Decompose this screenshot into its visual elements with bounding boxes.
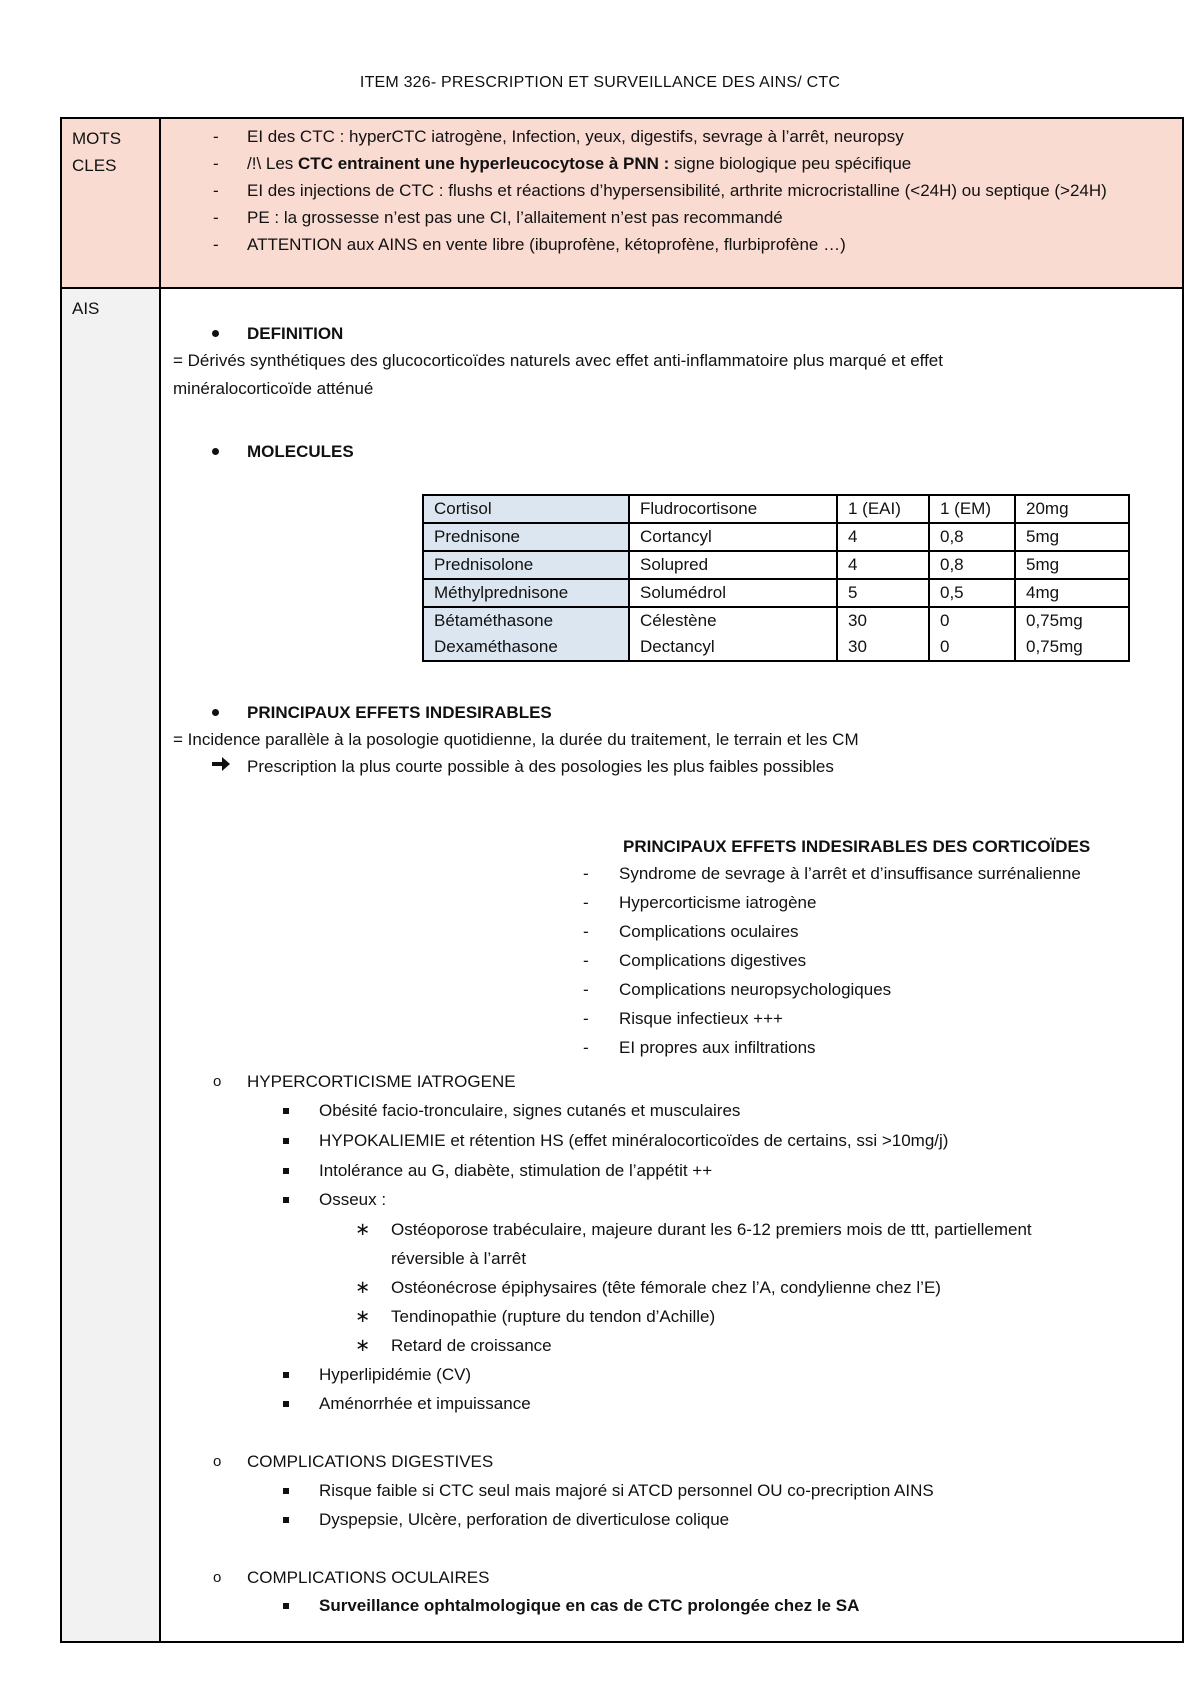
ais-label-cell — [61, 288, 160, 1642]
arrow-right-icon — [211, 754, 231, 774]
square-bullet-icon — [283, 1517, 289, 1523]
list-item: Complications digestives — [619, 951, 807, 970]
definition-line: = Dérivés synthétiques des glucocorticoïdes naturels avec effet anti-inflammatoire plus marqué et effet — [173, 351, 943, 370]
table-cell: Dexaméthasone — [423, 634, 629, 661]
list-item: Hyperlipidémie (CV) — [319, 1365, 472, 1384]
table-cell: 1 (EAI) — [837, 495, 929, 523]
list-item: Tendinopathie (rupture du tendon d’Achille) — [391, 1307, 716, 1326]
table-cell: Prednisolone — [423, 551, 629, 579]
table-cell: 5mg — [1015, 523, 1129, 551]
keywords-label-cell — [61, 118, 160, 288]
oculaires-heading: COMPLICATIONS OCULAIRES — [247, 1568, 490, 1587]
square-bullet-icon — [283, 1197, 289, 1203]
list-item: Complications neuropsychologiques — [619, 980, 892, 999]
effects-heading: PRINCIPAUX EFFETS INDESIRABLES — [247, 703, 552, 722]
star-bullet-icon: ∗ — [355, 1306, 371, 1326]
table-row — [423, 634, 1129, 661]
circle-bullet-icon: o — [213, 1073, 222, 1090]
keywords-row — [61, 118, 1183, 288]
table-cell: 5 — [837, 579, 929, 607]
table-row — [423, 495, 1129, 523]
keyword-item: - PE : la grossesse n’est pas une CI, l’allaitement n’est pas recommandé — [161, 204, 1182, 231]
table-cell: 0 — [929, 607, 1015, 634]
list-item: Ostéonécrose épiphysaires (tête fémorale chez l’A, condylienne chez l’E) — [391, 1278, 941, 1297]
table-cell: 0,8 — [929, 551, 1015, 579]
table-cell: Fludrocortisone — [629, 495, 837, 523]
keyword-item: - EI des injections de CTC : flushs et réactions d’hypersensibilité, arthrite microcristalline (<24H) ou septique (>24H) — [161, 177, 1182, 204]
hypercorticisme-heading: HYPERCORTICISME IATROGENE — [247, 1072, 516, 1091]
list-item: Osseux : — [319, 1190, 387, 1209]
table-cell: Célestène — [629, 607, 837, 634]
keyword-item: - ATTENTION aux AINS en vente libre (ibuprofène, kétoprofène, flurbiprofène …) — [161, 231, 1182, 258]
table-row — [423, 579, 1129, 607]
main-table — [60, 117, 1184, 1643]
effects-arrow-line: Prescription la plus courte possible à des posologies les plus faibles possibles — [247, 757, 834, 776]
list-item: Risque infectieux +++ — [619, 1009, 783, 1028]
square-bullet-icon — [283, 1488, 289, 1494]
definition-heading: DEFINITION — [247, 324, 344, 343]
square-bullet-icon — [283, 1401, 289, 1407]
square-bullet-icon — [283, 1138, 289, 1144]
table-row — [423, 551, 1129, 579]
ais-row — [61, 288, 1183, 1642]
table-cell: 0 — [929, 634, 1015, 661]
table-cell: 5mg — [1015, 551, 1129, 579]
keyword-item: - /!\ Les CTC entrainent une hyperleucocytose à PNN : signe biologique peu spécifique — [161, 150, 1182, 177]
square-bullet-icon — [283, 1372, 289, 1378]
molecules-heading: MOLECULES — [247, 442, 354, 461]
table-cell: Cortisol — [423, 495, 629, 523]
table-cell: Méthylprednisone — [423, 579, 629, 607]
list-item: Ostéoporose trabéculaire, majeure durant les 6-12 premiers mois de ttt, partiellement — [391, 1220, 1032, 1239]
square-bullet-icon — [283, 1603, 289, 1609]
table-row — [423, 607, 1129, 634]
keywords-label-line1: MOTS — [72, 129, 122, 148]
list-item: Complications oculaires — [619, 922, 799, 941]
table-cell: 0,75mg — [1015, 607, 1129, 634]
table-cell: 1 (EM) — [929, 495, 1015, 523]
star-bullet-icon: ∗ — [355, 1277, 371, 1297]
table-cell: Prednisone — [423, 523, 629, 551]
bullet-icon — [212, 330, 219, 337]
keyword-item: - EI des CTC : hyperCTC iatrogène, Infection, yeux, digestifs, sevrage à l’arrêt, neuropsy — [161, 123, 1182, 150]
square-bullet-icon — [283, 1168, 289, 1174]
table-cell: 0,75mg — [1015, 634, 1129, 661]
square-bullet-icon — [283, 1108, 289, 1114]
keywords-list — [161, 123, 1182, 258]
list-item: Surveillance ophtalmologique en cas de CTC prolongée chez le SA — [319, 1596, 860, 1615]
list-item: Dyspepsie, Ulcère, perforation de diverticulose colique — [319, 1510, 730, 1529]
star-bullet-icon: ∗ — [355, 1335, 371, 1355]
list-item: HYPOKALIEMIE et rétention HS (effet minéralocorticoïdes de certains, ssi >10mg/j) — [319, 1131, 949, 1150]
list-item: EI propres aux infiltrations — [619, 1038, 816, 1057]
ais-label: AIS — [72, 299, 100, 318]
keywords-label-line2: CLES — [72, 156, 117, 175]
table-cell: Solupred — [629, 551, 837, 579]
table-cell: 30 — [837, 607, 929, 634]
table-row — [423, 523, 1129, 551]
circle-bullet-icon: o — [213, 1569, 222, 1586]
list-item: Risque faible si CTC seul mais majoré si ATCD personnel OU co-precription AINS — [319, 1481, 934, 1500]
molecules-table — [422, 494, 1130, 662]
table-cell: Bétaméthasone — [423, 607, 629, 634]
list-item: Intolérance au G, diabète, stimulation de l’appétit ++ — [319, 1161, 713, 1180]
table-cell: 4 — [837, 523, 929, 551]
list-item: Obésité facio-tronculaire, signes cutanés et musculaires — [319, 1101, 741, 1120]
table-cell: Cortancyl — [629, 523, 837, 551]
list-item: réversible à l’arrêt — [391, 1249, 527, 1268]
digestives-heading: COMPLICATIONS DIGESTIVES — [247, 1452, 494, 1471]
list-item: Hypercorticisme iatrogène — [619, 893, 817, 912]
table-cell: Dectancyl — [629, 634, 837, 661]
table-cell: 4mg — [1015, 579, 1129, 607]
effects-line: = Incidence parallèle à la posologie quotidienne, la durée du traitement, le terrain et les CM — [173, 730, 859, 749]
keywords-content-cell — [160, 118, 1183, 288]
table-cell: 0,5 — [929, 579, 1015, 607]
table-cell: 20mg — [1015, 495, 1129, 523]
list-item: Syndrome de sevrage à l’arrêt et d’insuffisance surrénalienne — [619, 864, 1081, 883]
bullet-icon — [212, 448, 219, 455]
star-bullet-icon: ∗ — [355, 1219, 371, 1239]
circle-bullet-icon: o — [213, 1453, 222, 1470]
definition-line: minéralocorticoïde atténué — [173, 379, 374, 398]
summary-heading: PRINCIPAUX EFFETS INDESIRABLES DES CORTICOÏDES — [623, 837, 1091, 856]
ais-content-cell: DEFINITION = Dérivés synthétiques des glucocorticoïdes naturels avec effet anti-inflammatoire plus marqué et effet minéralocorticoïde atténué MOLECULES Cortisol Fludrocortisone 1 (EAI) 1 (EM) 20mg Prednisone Cortancyl 4 0,8 5mg Prednisolone Solupred 4 0,8 5mg Méthylprednisone Solumédrol 5 0,5 4mg Bétaméthasone Célestène 30 0 0,75mg Dexaméthasone Dectancyl 30 0 0,75mg PRINCIPAUX EFFETS INDESIRABLES = Incidence parallèle à la posologie quotidienne, la durée du traitement, le terrain et les CM Prescription la plus courte possible à des posologies les plus faibles possibles PRINCIPAUX EFFETS INDESIRABLES DES CORTICOÏDES - Syndrome de sevrage à l’arrêt et d’insuffisance surrénalienne - Hypercorticisme iatrogène - Complications oculaires - Complications digestives - Complications neuropsychologiques - Risque infectieux +++ - EI propres aux infiltrations o HYPERCORTICISME IATROGENE Obésité facio-tronculaire, signes cutanés et musculaires HYPOKALIEMIE et rétention HS (effet minéralocorticoïdes de certains, ssi >10mg/j) Intolérance au G, diabète, stimulation de l’appétit ++ Osseux : ∗ Ostéoporose trabéculaire, majeure durant les 6-12 premiers mois de ttt, partiellement réversible à l’arrêt ∗ Ostéonécrose épiphysaires (tête fémorale chez l’A, condylienne chez l’E) ∗ Tendinopathie (rupture du tendon d’Achille) ∗ Retard de croissance Hyperlipidémie (CV) Aménorrhée et impuissance o COMPLICATIONS DIGESTIVES Risque faible si CTC seul mais majoré si ATCD personnel OU co-precription AINS Dyspepsie, Ulcère, perforation de diverticulose colique o COMPLICATIONS OCULAIRES Surveillance ophtalmologique en cas de CTC prolongée chez le SA — [160, 288, 1183, 1642]
list-item: Aménorrhée et impuissance — [319, 1394, 531, 1413]
page-title: ITEM 326- PRESCRIPTION ET SURVEILLANCE DES AINS/ CTC — [359, 74, 841, 91]
bullet-icon — [212, 709, 219, 716]
table-cell: Solumédrol — [629, 579, 837, 607]
list-item: Retard de croissance — [391, 1336, 552, 1355]
table-cell: 30 — [837, 634, 929, 661]
table-cell: 4 — [837, 551, 929, 579]
table-cell: 0,8 — [929, 523, 1015, 551]
